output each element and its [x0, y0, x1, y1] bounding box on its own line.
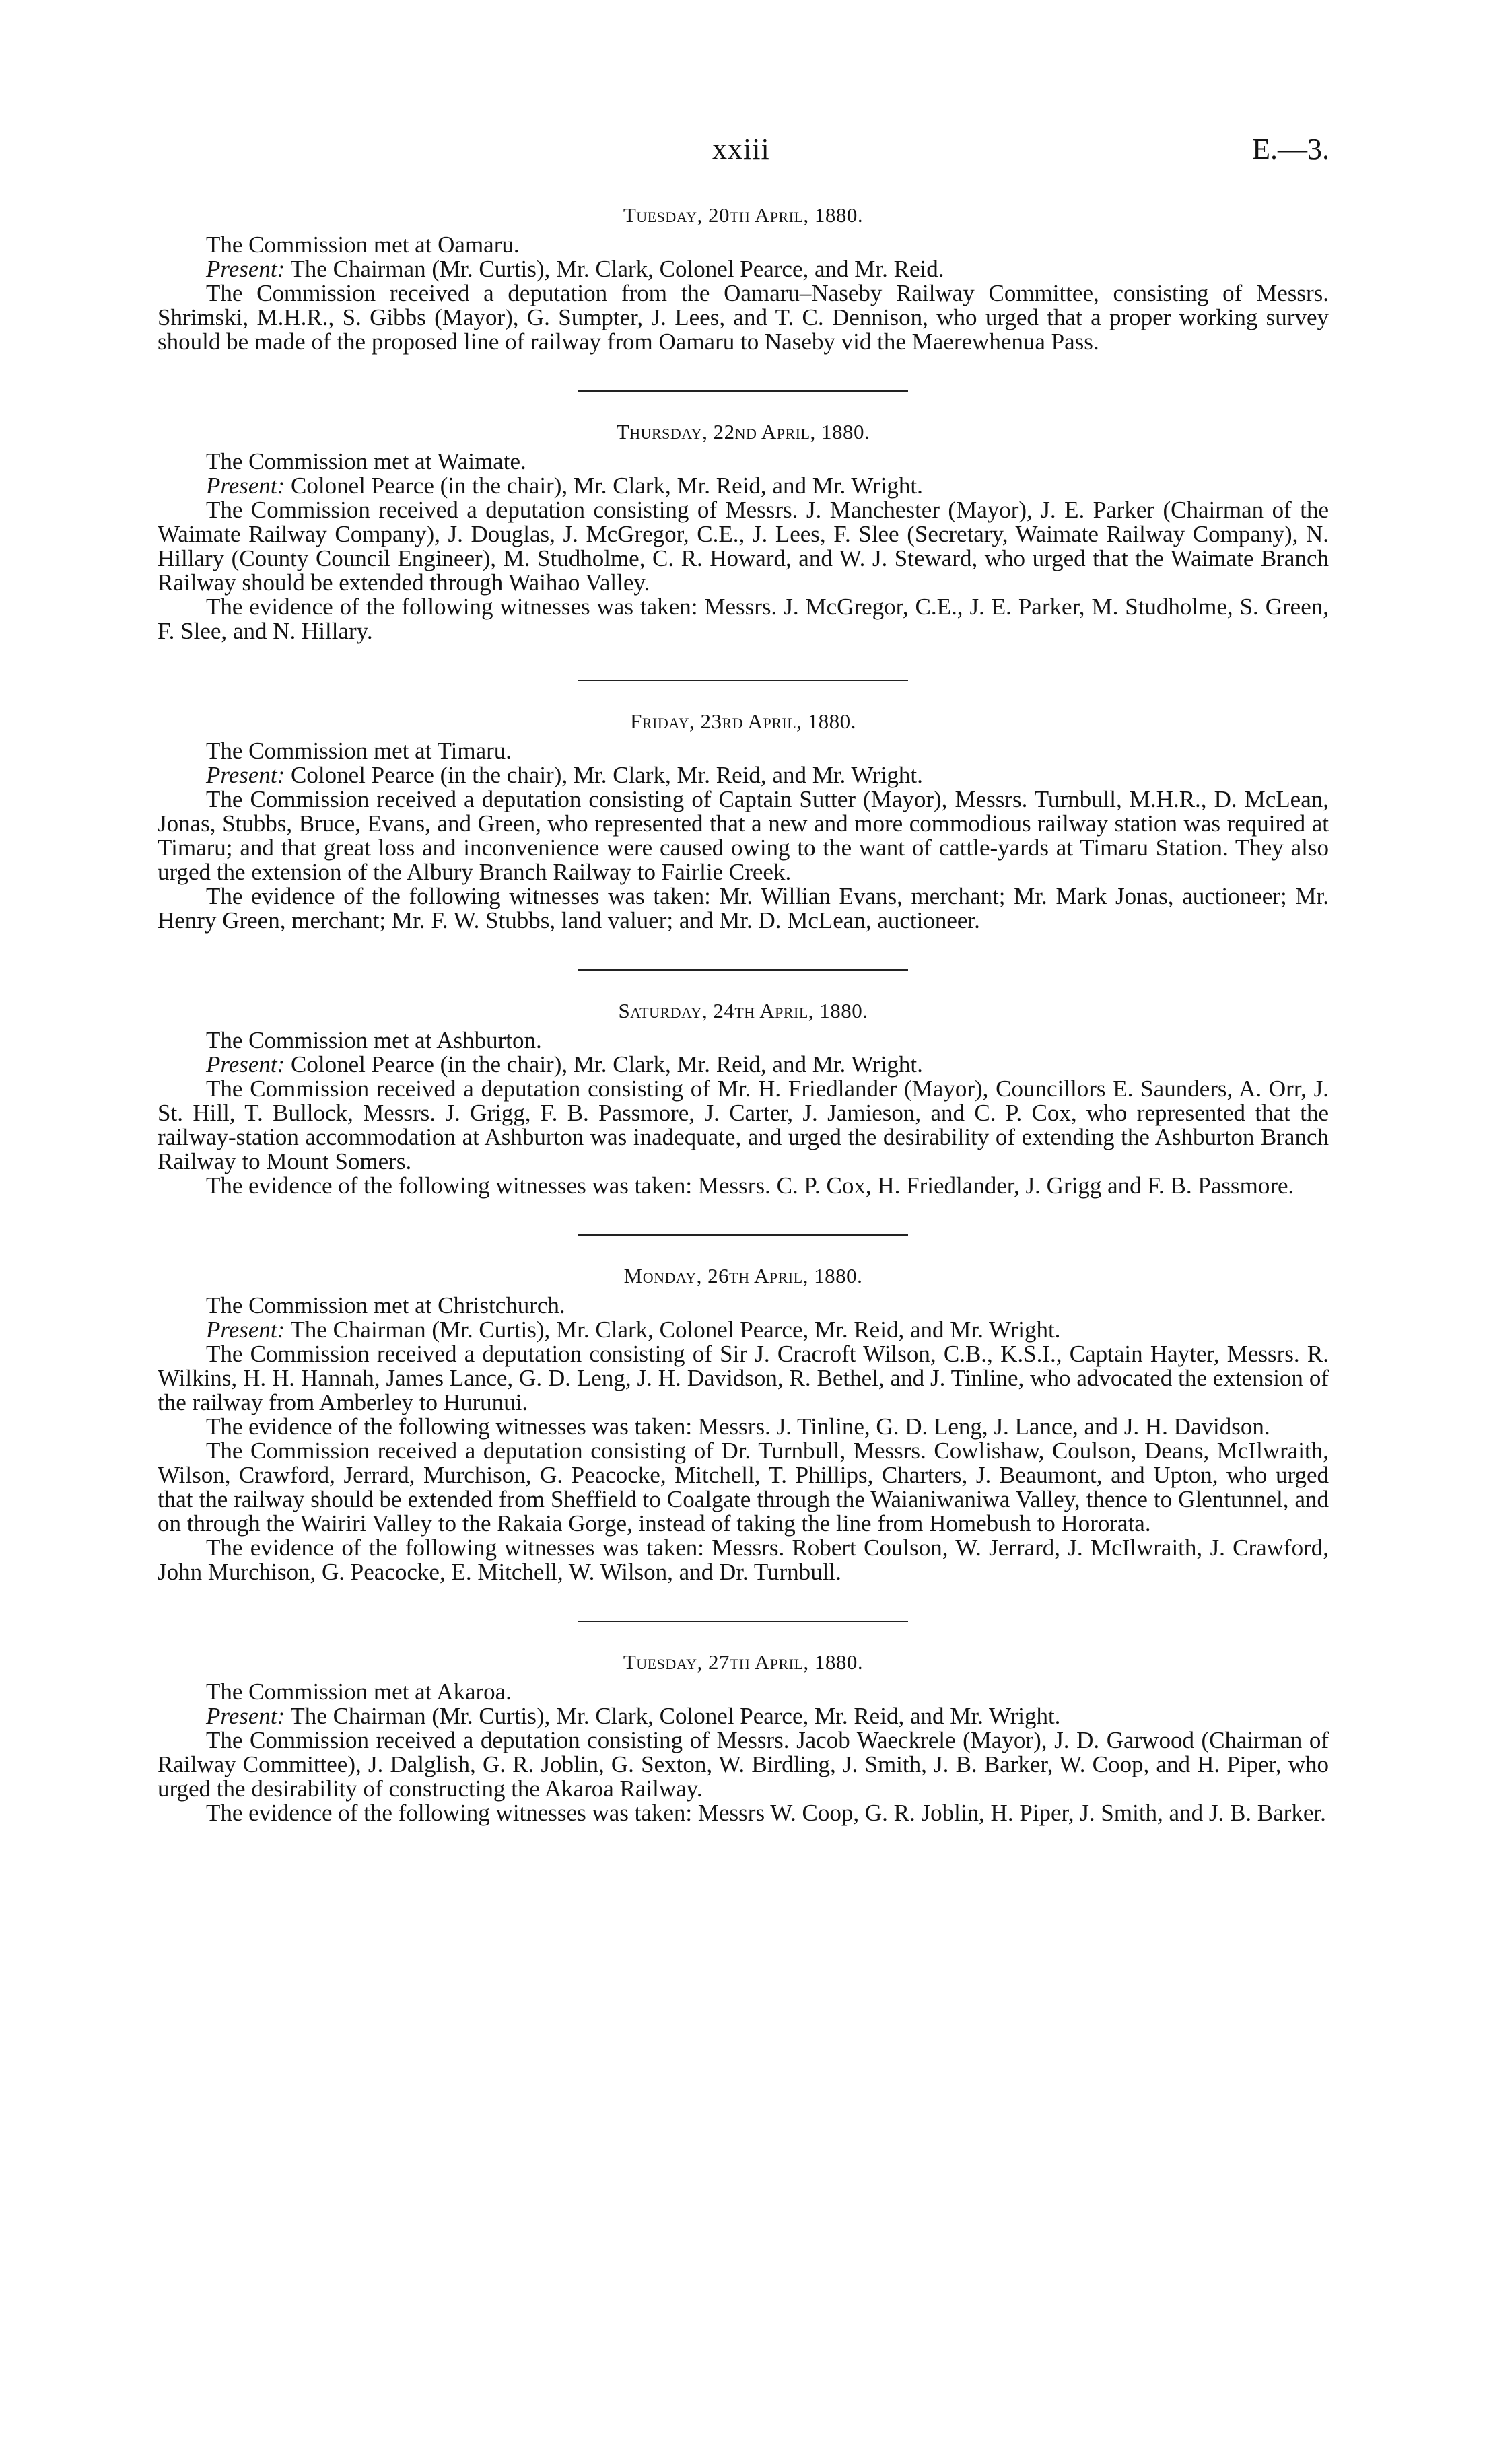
deputation-text-second: The Commission received a deputation consisting of Dr. Turnbull, Messrs. Cowlishaw, Coulson, Deans, McIlwraith, Wilson, Crawford, Jerrard, Murchison, G. Peacocke, Mitchell, T. Phillips, Charters, J. Beaumont, and Upton, who urged that the railway should be extended from Sheffield to Coalgate through the Waianiwaniwa Valley, thence to Glentunnel, and on through the Wairiri Valley to the Rakaia Gorge, instead of taking the line from Homebush to Hororata.	[158, 1438, 1329, 1537]
minutes-entry	[158, 997, 1329, 1198]
evidence-text: The evidence of the following witnesses was taken: Messrs. J. Tinline, G. D. Leng, J. Lance, and J. H. Davidson.	[206, 1413, 1270, 1440]
present-members: Present: Colonel Pearce (in the chair), Mr. Clark, Mr. Reid, and Mr. Wright.	[206, 1051, 923, 1078]
minutes-entry	[158, 1649, 1329, 1825]
present-members: Present: The Chairman (Mr. Curtis), Mr. Clark, Colonel Pearce, Mr. Reid, and Mr. Wright.	[206, 1703, 1061, 1729]
present-label: Present:	[206, 472, 285, 499]
document-reference: E.—3.	[1252, 133, 1329, 166]
present-label: Present:	[206, 256, 285, 282]
section-divider	[578, 390, 908, 392]
deputation-text: The Commission received a deputation from the Oamaru–Naseby Railway Committee, consisting of Messrs. Shrimski, M.H.R., S. Gibbs (Mayor), G. Sumpter, J. Lees, and T. C. Dennison, who urged that a proper working survey should be made of the proposed line of railway from Oamaru to Naseby vid the Maerewhenua Pass.	[158, 280, 1329, 355]
present-label: Present:	[206, 1051, 285, 1078]
page-number: xxiii	[712, 133, 770, 166]
present-members: Present: The Chairman (Mr. Curtis), Mr. Clark, Colonel Pearce, Mr. Reid, and Mr. Wright.	[206, 1316, 1061, 1343]
minutes-entry	[158, 202, 1329, 354]
present-members: Present: Colonel Pearce (in the chair), Mr. Clark, Mr. Reid, and Mr. Wright.	[206, 762, 923, 788]
evidence-text: The evidence of the following witnesses was taken: Messrs W. Coop, G. R. Joblin, H. Piper, J. Smith, and J. B. Barker.	[206, 1800, 1326, 1826]
deputation-text: The Commission received a deputation consisting of Captain Sutter (Mayor), Messrs. Turnbull, M.H.R., D. McLean, Jonas, Stubbs, Bruce, Evans, and Green, who represented that a new and more commodious railway station was required at Timaru; and that great loss and inconvenience were caused owing to the want of cattle-yards at Timaru Station. They also urged the extension of the Albury Branch Railway to Fairlie Creek.	[158, 786, 1329, 885]
deputation-text: The Commission received a deputation consisting of Sir J. Cracroft Wilson, C.B., K.S.I., Captain Hayter, Messrs. R. Wilkins, H. H. Hannah, James Lance, G. D. Leng, J. H. Davidson, R. Bethel, and J. Tinline, who advocated the extension of the railway from Amberley to Hurunui.	[158, 1341, 1329, 1415]
meeting-location: The Commission met at Christchurch.	[206, 1292, 565, 1318]
minutes-entry	[158, 1263, 1329, 1584]
section-divider	[578, 969, 908, 971]
page-header	[0, 132, 1487, 172]
section-divider	[578, 1621, 908, 1622]
deputation-text: The Commission received a deputation consisting of Messrs. Jacob Waeckrele (Mayor), J. D. Garwood (Chairman of Railway Committee), J. Dalglish, G. R. Joblin, G. Sexton, W. Birdling, J. Smith, J. B. Barker, W. Coop, and H. Piper, who urged the desirability of constructing the Akaroa Railway.	[158, 1727, 1329, 1802]
meeting-location: The Commission met at Timaru.	[206, 738, 512, 764]
deputation-text: The Commission received a deputation consisting of Messrs. J. Manchester (Mayor), J. E. Parker (Chairman of the Waimate Railway Company), J. Douglas, J. McGregor, C.E., J. Lees, F. Slee (Secretary, Waimate Railway Company), N. Hillary (County Council Engineer), M. Studholme, C. R. Howard, and W. J. Steward, who urged that the Waimate Branch Railway should be extended through Waihao Valley.	[158, 497, 1329, 596]
minutes-body	[158, 202, 1329, 1825]
date-heading: Thursday, 22nd April, 1880.	[616, 420, 870, 444]
present-label: Present:	[206, 762, 285, 788]
meeting-location: The Commission met at Akaroa.	[206, 1679, 512, 1705]
present-members: Present: The Chairman (Mr. Curtis), Mr. Clark, Colonel Pearce, and Mr. Reid.	[206, 256, 944, 282]
evidence-text: The evidence of the following witnesses was taken: Messrs. C. P. Cox, H. Friedlander, J. Grigg and F. B. Passmore.	[206, 1172, 1294, 1199]
present-members: Present: Colonel Pearce (in the chair), Mr. Clark, Mr. Reid, and Mr. Wright.	[206, 472, 923, 499]
section-divider	[578, 1234, 908, 1236]
meeting-location: The Commission met at Waimate.	[206, 448, 526, 474]
deputation-text: The Commission received a deputation consisting of Mr. H. Friedlander (Mayor), Councillors E. Saunders, A. Orr, J. St. Hill, T. Bullock, Messrs. J. Grigg, F. B. Passmore, J. Carter, J. Jamieson, and C. P. Cox, who represented that the railway-station accommodation at Ashburton was inadequate, and urged the desirability of extending the Ashburton Branch Railway to Mount Somers.	[158, 1076, 1329, 1174]
meeting-location: The Commission met at Oamaru.	[206, 232, 520, 258]
evidence-text-second: The evidence of the following witnesses was taken: Messrs. Robert Coulson, W. Jerrard, J. McIlwraith, J. Crawford, John Murchison, G. Peacocke, E. Mitchell, W. Wilson, and Dr. Turnbull.	[158, 1535, 1329, 1585]
present-label: Present:	[206, 1316, 285, 1343]
date-heading: Monday, 26th April, 1880.	[623, 1264, 863, 1288]
date-heading: Tuesday, 20th April, 1880.	[623, 203, 864, 227]
date-heading: Saturday, 24th April, 1880.	[618, 999, 868, 1022]
meeting-location: The Commission met at Ashburton.	[206, 1027, 542, 1053]
minutes-entry	[158, 419, 1329, 643]
date-heading: Friday, 23rd April, 1880.	[630, 709, 856, 733]
evidence-text: The evidence of the following witnesses was taken: Messrs. J. McGregor, C.E., J. E. Parker, M. Studholme, S. Green, F. Slee, and N. Hillary.	[158, 594, 1329, 644]
present-label: Present:	[206, 1703, 285, 1729]
date-heading: Tuesday, 27th April, 1880.	[623, 1650, 864, 1674]
section-divider	[578, 680, 908, 681]
evidence-text: The evidence of the following witnesses was taken: Mr. Willian Evans, merchant; Mr. Mark Jonas, auctioneer; Mr. Henry Green, merchant; Mr. F. W. Stubbs, land valuer; and Mr. D. McLean, auctioneer.	[158, 883, 1329, 934]
minutes-entry	[158, 708, 1329, 933]
